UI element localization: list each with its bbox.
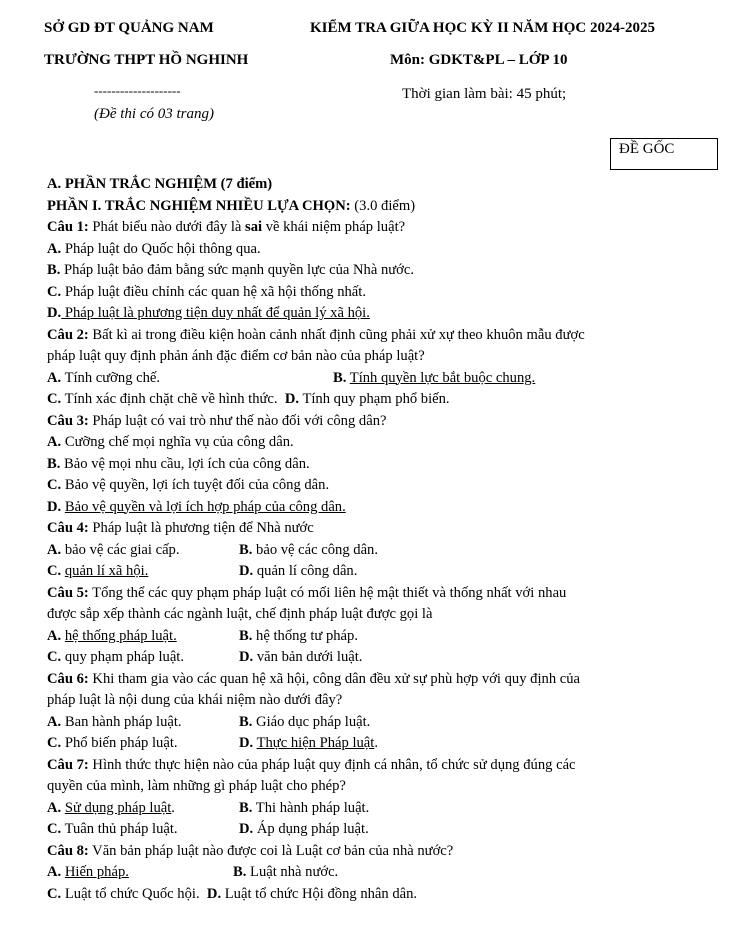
option-label: D.: [47, 498, 62, 515]
q1-option-c: [47, 282, 707, 304]
option-text: văn bản dưới luật.: [253, 649, 363, 665]
q3-text: Pháp luật có vai trò như thế nào đối với công dân?: [88, 412, 387, 429]
option-label: B.: [233, 864, 247, 880]
question-2: [47, 325, 707, 347]
q3-option-d: [47, 497, 707, 519]
q2-text-1: Bất kì ai trong điều kiện hoàn cảnh nhất định cũng phải xử xự theo khuôn mẫu được: [88, 326, 585, 343]
option-text: Phổ biến pháp luật.: [61, 735, 178, 751]
q3-option-b: [47, 454, 707, 476]
part1-heading: PHẦN I. TRẮC NGHIỆM NHIỀU LỰA CHỌN:: [47, 197, 351, 214]
option-label: C.: [47, 477, 62, 493]
option-label: C.: [47, 391, 62, 407]
q7-options-ab: [47, 798, 707, 820]
q8-number: Câu 8:: [47, 842, 89, 859]
option-text: quản lí công dân.: [253, 563, 358, 579]
q2-options-ab: [47, 368, 707, 390]
option-label: D.: [239, 563, 254, 579]
option-label: B.: [239, 627, 253, 644]
q6-text-1: Khi tham gia vào các quan hệ xã hội, công dân đều xử sự phù hợp với quy định của: [88, 670, 581, 687]
option-label: C.: [47, 283, 62, 300]
q1-text-bold: sai: [245, 219, 263, 235]
option-label: A.: [47, 240, 62, 257]
header-dashes: --------------------: [94, 83, 181, 98]
question-4: [47, 518, 707, 540]
option-label: D.: [239, 821, 254, 837]
option-text: bảo vệ các giai cấp.: [61, 541, 180, 558]
option-label: D.: [239, 735, 254, 751]
q2-options-cd: [47, 389, 707, 411]
option-text: Bảo vệ mọi nhu cầu, lợi ích của công dân.: [60, 455, 310, 472]
option-label: A.: [47, 627, 62, 644]
q4-text: Pháp luật là phương tiện để Nhà nước: [88, 520, 314, 536]
option-text-answer: Sử dụng pháp luật: [64, 799, 172, 816]
option-text: Pháp luật bảo đảm bằng sức mạnh quyền lực của Nhà nước.: [60, 262, 415, 278]
option-label: C.: [47, 563, 62, 579]
option-label: A.: [47, 864, 62, 880]
school-name: TRƯỜNG THPT HỒ NGHINH: [44, 52, 249, 68]
exam-time: Thời gian làm bài: 45 phút;: [402, 86, 567, 102]
q6-text-2: pháp luật là nội dung của khái niệm nào dưới đây?: [47, 692, 343, 708]
q1-option-a: [47, 239, 707, 261]
option-text-answer: Thực hiện Pháp luật: [256, 735, 375, 751]
exam-subject: Môn: GDKT&PL – LỚP 10: [390, 52, 568, 68]
option-text: quy phạm pháp luật.: [61, 649, 185, 665]
exam-title: KIỂM TRA GIỮA HỌC KỲ II NĂM HỌC 2024-2025: [310, 20, 656, 36]
q1-number: Câu 1:: [47, 219, 89, 235]
q3-option-c: [47, 475, 707, 497]
option-text: Ban hành pháp luật.: [61, 713, 182, 730]
option-label: C.: [47, 821, 62, 837]
q7-text-1: Hình thức thực hiện nào của pháp luật quy định cá nhân, tổ chức sử dụng đúng các: [88, 756, 576, 773]
option-label: B.: [239, 799, 253, 816]
option-text: Tính xác định chặt chẽ về hình thức.: [61, 391, 278, 407]
option-text: Pháp luật điều chỉnh các quan hệ xã hội thống nhất.: [61, 283, 366, 300]
q5-options-ab: [47, 626, 707, 648]
option-label: B.: [239, 713, 253, 730]
pages-note: (Đề thi có 03 trang): [94, 106, 214, 122]
part1-points: (3.0 điểm): [350, 197, 416, 214]
option-text-tail: .: [171, 799, 175, 816]
option-text: Tính quy phạm phổ biến.: [299, 391, 450, 407]
q1-text-pre: Phát biểu nào dưới đây là: [88, 219, 246, 235]
question-1: [47, 217, 707, 239]
option-text-answer: Pháp luật là phương tiện duy nhất để quản lý xã hội.: [61, 305, 370, 321]
q7-options-cd: [47, 819, 707, 841]
q7-text-2: quyền của mình, làm những gì pháp luật cho phép?: [47, 778, 346, 794]
option-label: A.: [47, 369, 62, 386]
q3-number: Câu 3:: [47, 412, 89, 429]
option-label: B.: [239, 541, 253, 558]
option-text-answer: hệ thống pháp luật.: [64, 627, 177, 644]
q5-options-cd: [47, 647, 707, 669]
option-text: Thi hành pháp luật.: [252, 799, 370, 816]
option-label: D.: [284, 391, 300, 407]
question-7: [47, 755, 707, 777]
q8-options-cd: [47, 884, 707, 906]
q1-text-post: về khái niệm pháp luật?: [262, 219, 406, 235]
question-3: [47, 411, 707, 433]
q7-number: Câu 7:: [47, 756, 89, 773]
q1-option-b: [47, 260, 707, 282]
q6-options-cd: [47, 733, 707, 755]
department-name: SỞ GD ĐT QUẢNG NAM: [44, 20, 214, 36]
option-label: B.: [333, 369, 347, 386]
option-text-tail: .: [374, 735, 378, 751]
option-text-answer: Tính quyền lực bắt buộc chung.: [349, 369, 536, 386]
exam-body: [47, 174, 707, 905]
part1-title: [47, 196, 707, 218]
option-text: Cưỡng chế mọi nghĩa vụ của công dân.: [61, 434, 294, 450]
option-label: C.: [47, 885, 62, 902]
option-label: A.: [47, 713, 62, 730]
q6-number: Câu 6:: [47, 670, 89, 687]
option-text-answer: Bảo vệ quyền và lợi ích hợp pháp của công dân.: [64, 498, 346, 515]
q1-option-d: [47, 303, 707, 325]
section-a-title: A. PHẦN TRẮC NGHIỆM (7 điểm): [47, 176, 273, 192]
q2-text-2: pháp luật quy định phản ánh đặc điểm cơ bản nào của pháp luật?: [47, 348, 425, 364]
q5-number: Câu 5:: [47, 584, 89, 601]
question-5: [47, 583, 707, 605]
option-text: Luật tổ chức Hội đồng nhân dân.: [221, 885, 418, 902]
q8-options-ab: [47, 862, 707, 884]
q2-number: Câu 2:: [47, 326, 89, 343]
q5-text-2: được sắp xếp thành các ngành luật, chế định pháp luật được gọi là: [47, 606, 433, 622]
option-text: Luật nhà nước.: [246, 864, 339, 880]
question-8: [47, 841, 707, 863]
option-label: A.: [47, 541, 62, 558]
option-label: D.: [206, 885, 222, 902]
q5-text-1: Tổng thể các quy phạm pháp luật có mối liên hệ mật thiết và thống nhất với nhau: [88, 584, 567, 601]
option-text: Tính cưỡng chế.: [61, 369, 161, 386]
q4-options-ab: [47, 540, 707, 562]
option-text: Pháp luật do Quốc hội thông qua.: [61, 240, 261, 257]
q8-text: Văn bản pháp luật nào được coi là Luật cơ bản của nhà nước?: [88, 842, 454, 859]
option-label: B.: [47, 455, 61, 472]
original-exam-box: ĐỀ GỐC: [610, 138, 718, 170]
option-label: B.: [47, 262, 61, 278]
option-label: D.: [239, 649, 254, 665]
option-text-answer: quản lí xã hội.: [64, 563, 149, 579]
option-text: Áp dụng pháp luật.: [253, 821, 369, 837]
option-text-answer: Hiến pháp.: [64, 864, 129, 880]
option-label: C.: [47, 735, 62, 751]
q4-number: Câu 4:: [47, 520, 89, 536]
option-text: hệ thống tư pháp.: [252, 627, 358, 644]
option-label: C.: [47, 649, 62, 665]
option-label: A.: [47, 799, 62, 816]
option-text: Tuân thủ pháp luật.: [61, 821, 178, 837]
q4-options-cd: [47, 561, 707, 583]
q3-option-a: [47, 432, 707, 454]
option-text: bảo vệ các công dân.: [252, 541, 378, 558]
question-6: [47, 669, 707, 691]
option-text: Giáo dục pháp luật.: [252, 713, 371, 730]
option-label: D.: [47, 305, 62, 321]
option-text: Bảo vệ quyền, lợi ích tuyệt đối của công dân.: [61, 477, 330, 493]
option-text: Luật tổ chức Quốc hội.: [61, 885, 200, 902]
option-label: A.: [47, 434, 62, 450]
q6-options-ab: [47, 712, 707, 734]
